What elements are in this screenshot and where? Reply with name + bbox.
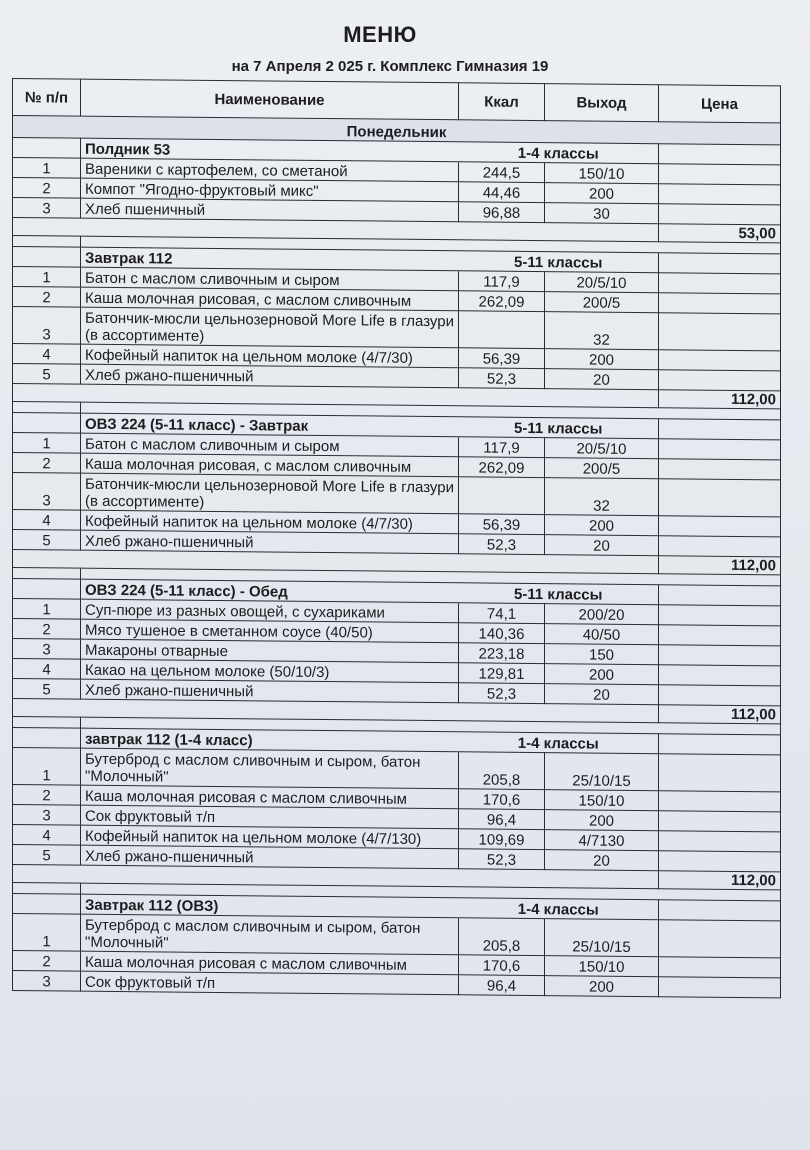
- item-kcal: 262,09: [459, 457, 545, 478]
- item-name: Батончик-мюсли цельнозерновой More Life в глазури (в ассортименте): [81, 307, 459, 348]
- page-subtitle: на 7 Апреля 2 025 г. Комплекс Гимназия 19: [231, 58, 549, 75]
- item-name: Суп-пюре из разных овощей, с сухариками: [81, 599, 459, 623]
- item-kcal: 44,46: [459, 182, 545, 203]
- item-price: [659, 831, 781, 852]
- item-name: Хлеб ржано-пшеничный: [81, 679, 459, 703]
- item-num: 5: [13, 679, 81, 700]
- header-name: Наименование: [81, 79, 459, 120]
- item-num: 1: [13, 158, 81, 179]
- item-output: 200: [545, 515, 659, 536]
- item-kcal: 205,8: [459, 752, 545, 790]
- meal-price-cell: [659, 900, 781, 921]
- meal-total-price: 112,00: [659, 871, 781, 890]
- item-kcal: 109,69: [459, 829, 545, 850]
- item-num: 2: [13, 951, 81, 972]
- item-name: Сок фруктовый т/п: [81, 805, 459, 829]
- meal-grade: 5-11 классы: [459, 417, 659, 439]
- item-kcal: [459, 477, 545, 515]
- item-price: [659, 920, 781, 958]
- item-name: Каша молочная рисовая с маслом сливочным: [81, 785, 459, 809]
- item-kcal: 96,4: [459, 975, 545, 996]
- item-price: [659, 313, 781, 351]
- item-name: Кофейный напиток на цельном молоке (4/7/30): [81, 344, 459, 368]
- item-price: [659, 536, 781, 557]
- item-output: 30: [545, 203, 659, 224]
- meal-grade: 1-4 классы: [459, 732, 659, 754]
- item-name: Каша молочная рисовая, с маслом сливочным: [81, 287, 459, 311]
- header-output: Выход: [545, 84, 659, 122]
- meal-num-cell: [13, 413, 81, 434]
- item-kcal: 117,9: [459, 437, 545, 458]
- item-output: 200/20: [545, 604, 659, 625]
- item-output: 20: [545, 535, 659, 556]
- item-num: 1: [13, 599, 81, 620]
- item-name: Бутерброд с маслом сливочным и сыром, батон "Молочный": [81, 914, 459, 955]
- item-price: [659, 811, 781, 832]
- item-name: Сок фруктовый т/п: [81, 971, 459, 995]
- page-title: МЕНЮ: [343, 22, 417, 47]
- item-name: Хлеб ржано-пшеничный: [81, 364, 459, 388]
- item-num: 3: [13, 805, 81, 826]
- meal-num-cell: [13, 138, 81, 159]
- item-num: 5: [13, 530, 81, 551]
- item-output: 200: [545, 810, 659, 831]
- meal-grade: 1-4 классы: [459, 142, 659, 164]
- meal-grade: 5-11 классы: [459, 583, 659, 605]
- item-price: [659, 957, 781, 978]
- item-price: [659, 977, 781, 998]
- item-name: Кофейный напиток на цельном молоке (4/7/30): [81, 510, 459, 534]
- meal-price-cell: [659, 144, 781, 165]
- item-output: 150/10: [545, 956, 659, 977]
- item-output: 40/50: [545, 624, 659, 645]
- item-price: [659, 605, 781, 626]
- item-price: [659, 791, 781, 812]
- item-num: 4: [13, 825, 81, 846]
- item-kcal: 140,36: [459, 623, 545, 644]
- item-num: 4: [13, 344, 81, 365]
- item-kcal: 129,81: [459, 663, 545, 684]
- item-output: 25/10/15: [545, 753, 659, 791]
- spacer-cell: [13, 236, 81, 248]
- item-output: 20/5/10: [545, 438, 659, 459]
- meal-title: ОВЗ 224 (5-11 класс) - Обед: [81, 579, 459, 603]
- item-kcal: 52,3: [459, 683, 545, 704]
- item-name: Батон с маслом сливочным и сыром: [81, 267, 459, 291]
- item-num: 2: [13, 178, 81, 199]
- item-kcal: 223,18: [459, 643, 545, 664]
- item-name: Компот "Ягодно-фруктовый микс": [81, 178, 459, 202]
- meal-num-cell: [13, 894, 81, 915]
- menu-body: [13, 116, 781, 998]
- meal-title: Завтрак 112: [81, 247, 459, 271]
- item-price: [659, 459, 781, 480]
- meal-num-cell: [13, 247, 81, 268]
- meal-title: ОВЗ 224 (5-11 класс) - Завтрак: [81, 413, 459, 437]
- item-num: 2: [13, 287, 81, 308]
- item-kcal: 170,6: [459, 789, 545, 810]
- item-name: Кофейный напиток на цельном молоке (4/7/130): [81, 825, 459, 849]
- header-num: № п/п: [13, 79, 81, 117]
- item-price: [659, 184, 781, 205]
- item-name: Каша молочная рисовая с маслом сливочным: [81, 951, 459, 975]
- menu-table: [12, 78, 781, 998]
- item-name: Хлеб пшеничный: [81, 198, 459, 222]
- item-output: 20: [545, 850, 659, 871]
- item-price: [659, 851, 781, 872]
- item-output: 200/5: [545, 292, 659, 313]
- item-name: Хлеб ржано-пшеничный: [81, 845, 459, 869]
- item-price: [659, 164, 781, 185]
- meal-total-price: 112,00: [659, 556, 781, 575]
- item-output: 20/5/10: [545, 272, 659, 293]
- item-num: 5: [13, 364, 81, 385]
- item-name: Хлеб ржано-пшеничный: [81, 530, 459, 554]
- item-output: 150/10: [545, 163, 659, 184]
- meal-total-price: 112,00: [659, 705, 781, 724]
- item-output: 150: [545, 644, 659, 665]
- meal-title: Завтрак 112 (ОВЗ): [81, 894, 459, 918]
- item-price: [659, 293, 781, 314]
- spacer-cell: [13, 402, 81, 414]
- item-price: [659, 685, 781, 706]
- item-name: Бутерброд с маслом сливочным и сыром, батон "Молочный": [81, 748, 459, 789]
- item-kcal: 262,09: [459, 291, 545, 312]
- item-name: Вареники с картофелем, со сметаной: [81, 158, 459, 182]
- item-price: [659, 754, 781, 792]
- meal-grade: 5-11 классы: [459, 251, 659, 273]
- spacer-cell: [13, 717, 81, 729]
- item-price: [659, 479, 781, 517]
- meal-price-cell: [659, 585, 781, 606]
- item-name: Каша молочная рисовая, с маслом сливочным: [81, 453, 459, 477]
- item-num: 5: [13, 845, 81, 866]
- item-kcal: 96,88: [459, 202, 545, 223]
- item-output: 200: [545, 349, 659, 370]
- meal-grade: 1-4 классы: [459, 898, 659, 920]
- item-name: Батончик-мюсли цельнозерновой More Life в глазури (в ассортименте): [81, 473, 459, 514]
- item-kcal: 170,6: [459, 955, 545, 976]
- spacer-cell: [13, 568, 81, 580]
- header-price: Цена: [659, 85, 781, 123]
- item-price: [659, 665, 781, 686]
- item-output: 150/10: [545, 790, 659, 811]
- item-num: 4: [13, 510, 81, 531]
- item-kcal: 56,39: [459, 348, 545, 369]
- item-output: 25/10/15: [545, 919, 659, 957]
- item-num: 2: [13, 453, 81, 474]
- meal-price-cell: [659, 419, 781, 440]
- item-num: 1: [13, 433, 81, 454]
- item-output: 200: [545, 664, 659, 685]
- item-price: [659, 645, 781, 666]
- item-num: 3: [13, 971, 81, 992]
- item-kcal: 52,3: [459, 849, 545, 870]
- item-num: 1: [13, 914, 81, 952]
- item-kcal: [459, 311, 545, 349]
- item-num: 4: [13, 659, 81, 680]
- meal-title: завтрак 112 (1-4 класс): [81, 728, 459, 752]
- item-kcal: 117,9: [459, 271, 545, 292]
- item-output: 20: [545, 369, 659, 390]
- item-name: Батон с маслом сливочным и сыром: [81, 433, 459, 457]
- meal-num-cell: [13, 728, 81, 749]
- item-kcal: 74,1: [459, 603, 545, 624]
- item-price: [659, 273, 781, 294]
- item-kcal: 52,3: [459, 368, 545, 389]
- meal-num-cell: [13, 579, 81, 600]
- item-num: 3: [13, 307, 81, 345]
- item-name: Макароны отварные: [81, 639, 459, 663]
- meal-price-cell: [659, 253, 781, 274]
- meal-total-price: 53,00: [659, 224, 781, 243]
- meal-title: Полдник 53: [81, 138, 459, 162]
- item-num: 1: [13, 748, 81, 786]
- item-kcal: 56,39: [459, 514, 545, 535]
- item-price: [659, 350, 781, 371]
- item-num: 3: [13, 198, 81, 219]
- item-price: [659, 439, 781, 460]
- item-num: 1: [13, 267, 81, 288]
- day-label: Понедельник: [13, 116, 781, 145]
- item-output: 20: [545, 684, 659, 705]
- item-kcal: 244,5: [459, 162, 545, 183]
- spacer-cell: [13, 883, 81, 895]
- meal-price-cell: [659, 734, 781, 755]
- item-kcal: 96,4: [459, 809, 545, 830]
- item-price: [659, 625, 781, 646]
- item-kcal: 205,8: [459, 918, 545, 956]
- item-price: [659, 370, 781, 391]
- item-num: 2: [13, 785, 81, 806]
- item-name: Мясо тушеное в сметанном соусе (40/50): [81, 619, 459, 643]
- item-price: [659, 516, 781, 537]
- item-output: 4/7130: [545, 830, 659, 851]
- item-num: 2: [13, 619, 81, 640]
- item-output: 200/5: [545, 458, 659, 479]
- item-num: 3: [13, 473, 81, 511]
- item-output: 200: [545, 183, 659, 204]
- item-num: 3: [13, 639, 81, 660]
- item-price: [659, 204, 781, 225]
- meal-total-price: 112,00: [659, 390, 781, 409]
- item-output: 200: [545, 976, 659, 997]
- item-name: Какао на цельном молоке (50/10/3): [81, 659, 459, 683]
- item-output: 32: [545, 312, 659, 350]
- item-kcal: 52,3: [459, 534, 545, 555]
- item-output: 32: [545, 478, 659, 516]
- header-kcal: Ккал: [459, 83, 545, 121]
